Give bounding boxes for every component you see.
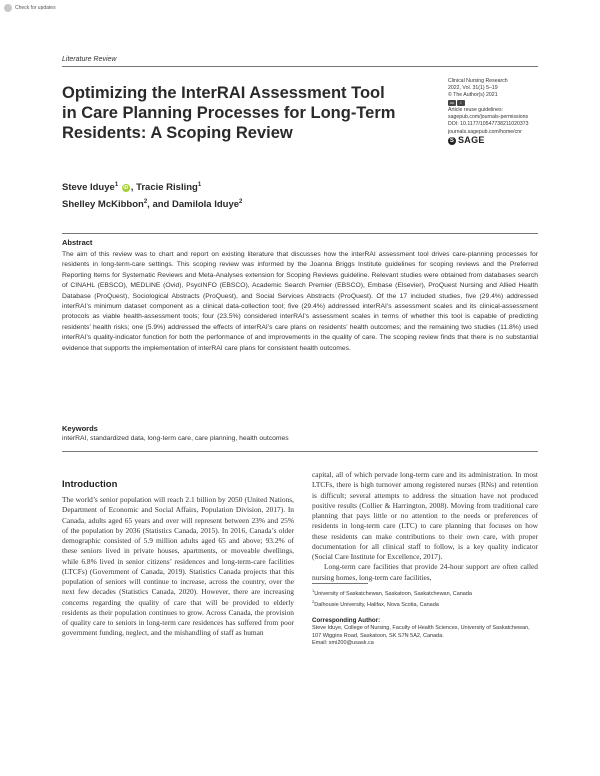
corresponding-author-address: Steve Iduye, College of Nursing, Faculty of Health Sciences, University of Saskatchewan, 107 Wiggins Road, Saskatoon, SK S7N 5A2, Canada.: [312, 625, 530, 639]
author-name: , Tracie Risling: [130, 182, 198, 194]
affiliation: $^2$Dalhousie University, Halifax, Nova Scotia, Canada: [312, 599, 439, 609]
keywords-heading: Keywords: [62, 424, 98, 433]
introduction-right-column: [312, 470, 538, 583]
journal-homepage-link[interactable]: journals.sagepub.com/home/cnr: [448, 128, 522, 135]
corresponding-author-details: [312, 625, 538, 648]
abstract-heading: Abstract: [62, 238, 93, 247]
abstract-rule: [62, 233, 538, 234]
corresponding-author-email[interactable]: Email: smi200@usask.ca: [312, 640, 374, 647]
check-for-updates-badge[interactable]: [4, 4, 56, 12]
journal-volume: 2022, Vol. 31(1) 5–19: [448, 85, 498, 92]
cc-license-icon: cc i: [448, 100, 558, 106]
permissions-link[interactable]: sagepub.com/journals-permissions: [448, 114, 529, 121]
abstract-text: The aim of this review was to chart and report on existing literature that discusses how the interRAI assessment tool drives care-planning processes for residents in long-term-care settings. This scoping review was informed by the Joanna Briggs Institute guidelines for scoping reviews and the Preferred Reporting Items for Systematic Reviews and Meta-Analyses extension for Scoping Reviews guideline. Relevant studies were obtained from databases search of CINAHL (EBSCO), MEDLINE (Ovid), PsycINFO (EBSCO), Academic Search Premier (EBSCO), Embase (Elsevier), ProQuest Nursing and Allied Health Database (ProQuest), Sociological Abstracts (ProQuest), and Social Services Abstracts (ProQuest). Of the 17 included studies, five (29.4%) addressed interRAI’s minimum dataset component as a clinical data-collection tool; five (29.4%) addressed interRAI’s assessment scales and its clinical-assessment protocols as viable health-assessment tools; four (23.5%) considered interRAI’s assessment scales in terms of whether this tool is capable of predicting residents’ health risks; one (5.9%) addressed the effects of interRAI’s care plans on residents’ health outcomes; and the remaining two studies (11.8%) used interRAI’s quality-indicator function for both the performance of and improvements in the quality of care. The scoping review finds that there is no substantial evidence that supports the implementation of interRAI care plans for consistent health outcomes.: [62, 251, 538, 352]
section-label: Literature Review: [62, 56, 117, 63]
updates-icon: [4, 4, 12, 12]
badge-label: Check for updates: [15, 5, 56, 11]
publication-info: [448, 78, 558, 145]
affiliation: $^1$University of Saskatchewan, Saskatoon, Saskatchewan, Canada: [312, 588, 472, 597]
author-name: Steve Iduye: [62, 182, 115, 194]
keywords-rule: [62, 451, 538, 452]
reuse-guidelines: Article reuse guidelines:: [448, 107, 504, 114]
header-rule: [62, 66, 538, 67]
sage-logo: [448, 137, 558, 145]
article-title: Optimizing the InterRAI Assessment Tool in Care Planning Processes for Long-Term Residents: A Scoping Review: [62, 84, 396, 142]
author-name: Shelley McKibbon: [62, 199, 144, 211]
author-list: Steve Iduye$^1$ iD , Tracie Risling$^1$ Shelley McKibbon$^2$, and Damilola Iduye$^2$: [62, 182, 243, 211]
introduction-left-column: The world’s senior population will reach 2.1 billion by 2050 (United Nations, Department of Economic and Social Affairs, Population Division, 2017). In Canada, adults aged 65 years and over will represent between 23% and 25% of the population by 2036 (Statistics Canada, 2015). In 2016, Canada’s older demographic consisted of 5.9 million adults aged 65 and above; 93.2% of these seniors lived in private houses, apartments, or moveable dwellings, while 6.8% lived in senior citizens’ residences and long-term-care facilities (LTCFs) (Government of Canada, 2019). Statistics Canada projects that this population of seniors will continue to increase, across the country, over the next few decades (Statistics Canada, 2020). However, there are increasing concerns regarding the quality of care that will be provided to elderly residents as their population continues to grow. Across Canada, the provision of quality care to seniors in long-term care residences has suffered from poor government funding, neglect, and the mishandling of staff as human: [62, 495, 294, 638]
orcid-icon[interactable]: iD: [123, 185, 129, 192]
footnote-rule: [312, 583, 368, 584]
copyright: © The Author(s) 2021: [448, 92, 498, 99]
sage-icon: S: [449, 137, 455, 144]
journal-name: Clinical Nursing Research: [448, 78, 508, 84]
corresponding-author-heading: Corresponding Author:: [312, 617, 381, 624]
introduction-heading: Introduction: [62, 479, 118, 490]
author-name: , and Damilola Iduye: [147, 199, 240, 211]
doi[interactable]: DOI: 10.1177/10547738211020373: [448, 121, 529, 128]
publisher-name: SAGE: [458, 135, 485, 146]
paragraph: capital, all of which pervade long-term care and its administration. In most LTCFs, there is high turnover among registered nurses (RNs) and retention is difficult; several attempts to address the situation have not produced positive results (Collier & Harrington, 2008). Moving from traditional care planning that pays little or no attention to the needs or preferences of residents in long-term care (LTC) to care planning that focuses on how these residents can make contributions to their own care, with proper documentation for all clinical staff to follow, is a key quality indicator (Social Care Institute for Excellence, 2017).: [312, 470, 538, 561]
keywords-text: interRAI, standardized data, long-term care, care planning, health outcomes: [62, 435, 289, 442]
paragraph: Long-term care facilities that provide 24-hour support are often called nursing homes, long-term care facilities,: [312, 562, 538, 582]
affiliations: [312, 587, 538, 610]
